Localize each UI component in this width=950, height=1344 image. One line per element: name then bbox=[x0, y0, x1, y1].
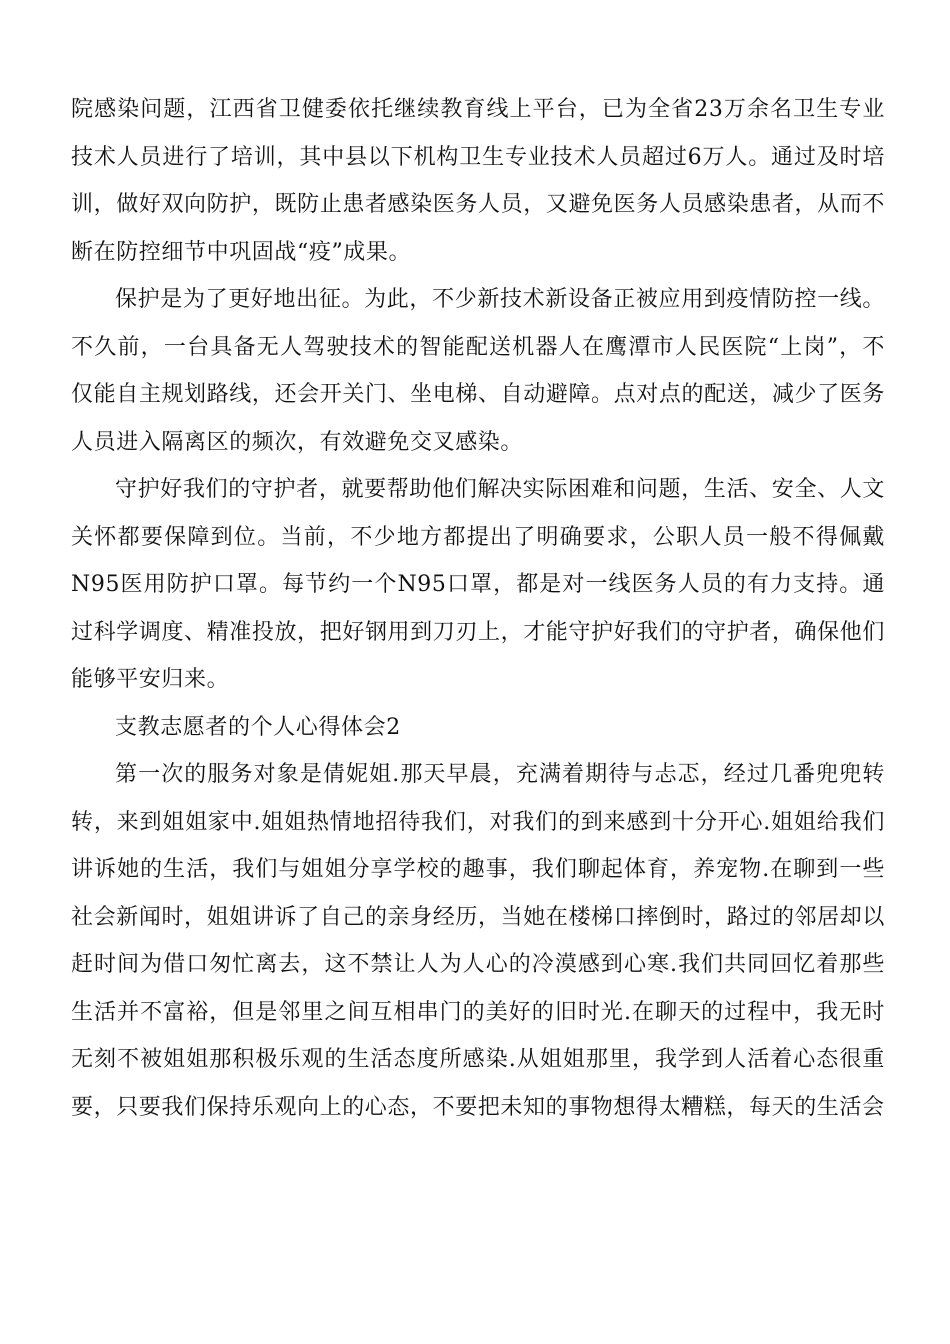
paragraph-protection: 保护是为了更好地出征。为此，不少新技术新设备正被应用到疫情防控一线。不久前，一台具备无人驾驶技术的智能配送机器人在鹰潭市人民医院“上岗”，不仅能自主规划路线，还会开关门、坐电梯、自动避障。点对点的配送，减少了医务人员进入隔离区的频次，有效避免交叉感染。 bbox=[71, 287, 885, 455]
paragraph-continued: 院感染问题，江西省卫健委依托继续教育线上平台，已为全省23万余名卫生专业技术人员进行了培训，其中县以下机构卫生专业技术人员超过6万人。通过及时培训，做好双向防护，既防止患者感染医务人员，又避免医务人员感染患者，从而不断在防控细节中巩固战“疫”成果。 bbox=[71, 97, 885, 265]
paragraph-guardians: 守护好我们的守护者，就要帮助他们解决实际困难和问题，生活、安全、人文关怀都要保障到位。当前，不少地方都提出了明确要求，公职人员一般不得佩戴N95医用防护口罩。每节约一个N95口罩，都是对一线医务人员的有力支持。通过科学调度、精准投放，把好钢用到刀刃上，才能守护好我们的守护者，确保他们能够平安归来。 bbox=[71, 477, 885, 692]
document-body bbox=[71, 86, 885, 1131]
section-heading: 支教志愿者的个人心得体会2 bbox=[115, 714, 401, 740]
paragraph-first-service: 第一次的服务对象是倩妮姐.那天早晨，充满着期待与忐忑，经过几番兜兜转转，来到姐姐家中.姐姐热情地招待我们，对我们的到来感到十分开心.姐姐给我们讲诉她的生活，我们与姐姐分享学校的趣事，我们聊起体育，养宠物.在聊到一些社会新闻时，姐姐讲诉了自己的亲身经历，当她在楼梯口摔倒时，路过的邻居却以赶时间为借口匆忙离去，这不禁让人为人心的冷漠感到心寒.我们共同回忆着那些生活并不富裕，但是邻里之间互相串门的美好的旧时光.在聊天的过程中，我无时无刻不被姐姐那积极乐观的生活态度所感染.从姐姐那里，我学到人活着心态很重要，只要我们保持乐观向上的心态，不要把未知的事物想得太糟糕，每天的生活会 bbox=[71, 762, 885, 1120]
